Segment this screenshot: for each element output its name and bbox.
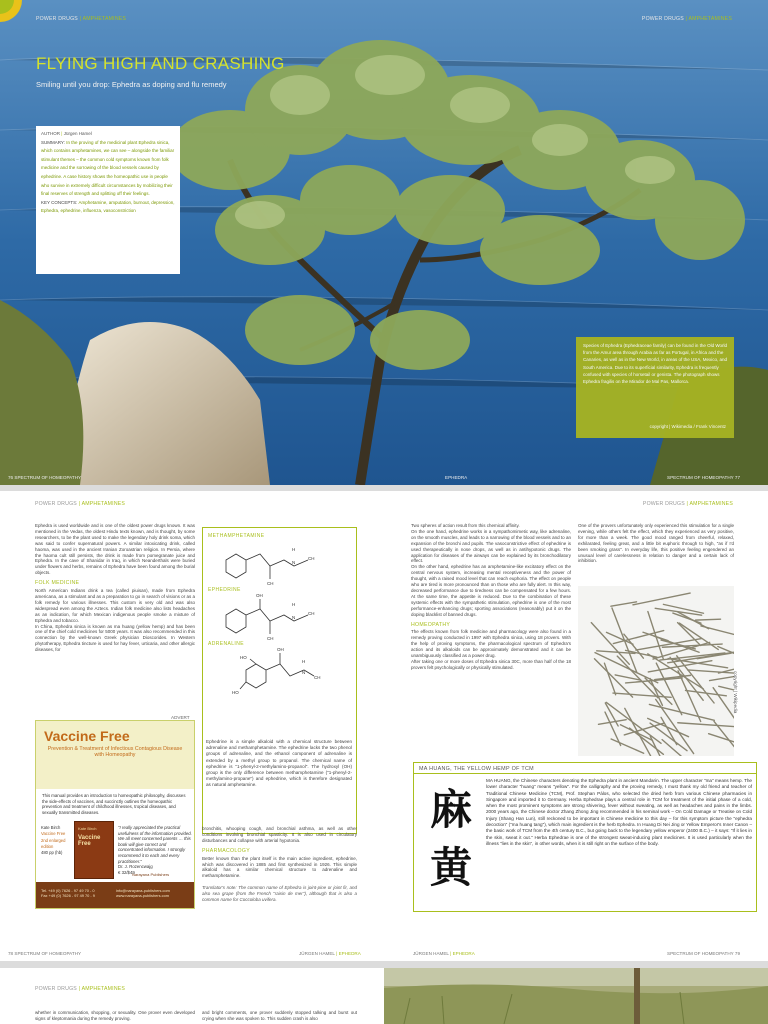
column-2 — [202, 826, 357, 903]
column-4 — [578, 523, 734, 564]
footer-center-left: JÜRGEN HAMEL | EPHEDRA — [299, 951, 361, 956]
running-head-left: POWER DRUGS | AMPHETAMINES — [35, 501, 126, 507]
chemistry-text: Ephedrine is a simple alkaloid with a chemical structure between adrenaline and methamphetamine. The ephedrine lacks the two phenol groups of adrenaline, and the ethanol component of adrenaline is extended by a methyl group to propanol. The chemical name of ephedrine is "1-phenyl-2-methylamino-propanol". The hydroxyl (OH) group is the only difference between methamphetamine ("1-phenyl-2-methylamino-propane") and ephedrine, which is therefore designated as natural amphetamine. — [206, 739, 352, 788]
label-h: H — [292, 602, 296, 607]
book-cover[interactable] — [74, 821, 114, 879]
book-author: Kate Birch — [41, 825, 61, 830]
footer-center-right: JÜRGEN HAMEL | EPHEDRA — [413, 951, 475, 956]
paragraph: After taking one or more doses of Ephedra sinica 30C, more than half of the 18 provers felt psychologically or physically stimulated. — [411, 658, 571, 670]
summary-box — [36, 126, 180, 274]
label-ch3: CH — [267, 581, 274, 586]
paragraph: In China, Ephedra sinica is known as ma huang (yellow hemp) and has been one of the chief cold medicines for 5000 years. It was also recommended in this connection by the well-known Greek physician Dioscorides. In Western phytotherapy, Ephedra tincture is used for hay fever, urticaria, and other allergic diseases, for — [35, 623, 195, 653]
advert-subtitle: Prevention & Treatment of Infectious Contagious Disease with Homeopathy — [47, 746, 183, 758]
caption-credit: copyright | Wikimedia / Frank Vincentz — [649, 423, 726, 429]
tcm-text: MA HUANG, the Chinese characters denoting the Ephedra plant in ancient Mandarin. The upper character "ma" means hemp. The lower character "huang" means "yellow". For the calligraphy and the proving remedy, I must thank my old friend and teacher of Traditional Chinese Medicine (TCM), Prof. Stephan Pálos, who selected the dried herb from various Chinese pharmacies in Singapore and imported it to Germany. Herba Ephedrae plays a central role in TCM for treatment of the initial phase of a cold, when the most prominent symptoms are strong shivering, fever without sweating, as well as headaches and pains in the limbs. 2000 years ago, the Chinese doctor Zhang Zhong Jing recommended in his seminal work – On Cold Damage or Treatise on Cold Injury (Shang Han Lun), still reckoned to be important in Chinese medicine to this day – for this symptom picture the "ephedra decoction" ("ma huang tang"), which main ingredient is the herb Ephedra. In Huang Di Nei Jing or Yellow Emperor's Inner Canon – the basic work of TCM from the 4th century B.C., but going back to the legendary yellow emperor (2400 B.C.) – it says: "If it lies in the skin, sweat it out." Herba Ephedrae is one of the strongest sweat-inducing plant medicines. It is used particularly when the illness "lies in the skin", in other words, when it is still right on the surface of the body. — [486, 778, 752, 846]
running-head-right: POWER DRUGS | AMPHETAMINES — [641, 16, 732, 22]
translator-note: Translator's note: The common name of Ephedra is joint-pine or joint fir, and also sea grape (from the French "raisin de mer"), although that is also a common name for Coccoloba uvifera. — [202, 885, 357, 903]
book-edition: 2nd enlarged edition — [41, 837, 66, 849]
paragraph: North American Indians drink a tea (called piuisan), made from Ephedra americana, as a stimulant and as a preparation to go in search of visions or as a folk remedy for various illnesses. This custom is very old and was also widespread even among the Aztecs. Indian folk medicine also lists headaches as an indication, for which Mexican indigenous people smoke a mixture of Ephedra and tobacco. — [35, 588, 195, 623]
spread-pages-78-79 — [0, 491, 768, 961]
paragraph: Two spheres of action result from this chemical affinity. — [411, 523, 520, 528]
quote-text: "I really appreciated the practical usefulness of the information provided. We all meet concerned parents … this book will give correct and concentrated information. I strongly recommend it to each and every practitioner." — [118, 825, 192, 864]
subheading-folk-medicine: FOLK MEDICINE — [35, 580, 80, 587]
character-ma: 麻 — [429, 785, 472, 834]
label-ephedrine: EPHEDRINE — [208, 587, 241, 593]
label-ch3: CH — [308, 556, 315, 561]
running-head-right: POWER DRUGS | AMPHETAMINES — [642, 501, 733, 507]
footer-center: EPHEDRA — [445, 475, 468, 480]
article-title: FLYING HIGH AND CRASHING — [36, 54, 285, 73]
cover-author: Kate Birch — [78, 826, 97, 831]
label-h: H — [302, 659, 306, 664]
landscape-photo — [384, 968, 768, 1024]
label-n: N — [292, 615, 296, 620]
label-oh: OH — [256, 593, 263, 598]
label-n: N — [292, 560, 296, 565]
label-n: N — [302, 670, 306, 675]
spread-pages-80-81 — [0, 968, 768, 1024]
book-pages: 480 pp (hb) — [41, 850, 63, 856]
book-price: € 32/$49 — [118, 869, 135, 875]
running-head-left: POWER DRUGS | AMPHETAMINES — [36, 16, 127, 22]
paragraph: Better known than the plant itself is the main active ingredient, ephedrine, which was discovered in 1885 and first synthesized in 1926. This simple alkaloid has a similar chemical structure to adrenaline and methamphetamine. — [202, 855, 357, 879]
key-concepts: KEY CONCEPTS: Amphetamine, amputation, burnout, depression, Ephedra, ephedrine, influenza, vasoconstriction — [41, 199, 175, 214]
footer-right: SPECTRUM OF HOMEOPATHY 77 — [667, 475, 740, 480]
column-2: and bright comments, one prover suddenly stopped talking and burst out crying when she was spoken to. This sudden crash is also — [202, 1010, 357, 1021]
label-oh: OH — [277, 647, 284, 652]
dried-ephedra-photo — [578, 586, 734, 756]
label-adrenaline: ADRENALINE — [208, 641, 244, 647]
advert-label: ADVERT — [171, 715, 190, 720]
subheading-pharmacology: PHARMACOLOGY — [202, 847, 250, 854]
label-ch3: CH — [267, 636, 274, 641]
column-3 — [411, 523, 571, 671]
photo-caption — [576, 337, 734, 438]
paragraph: bronchitis, whooping cough, and bronchial asthma, as well as other conditions involving bronchial spasticity. It is also used in circulatory disturbances and collapse with arterial hypotonia. — [202, 826, 357, 843]
character-huang: 黄 — [429, 843, 472, 892]
article-subtitle: Smiling until you drop: Ephedra as doping and flu remedy — [36, 80, 227, 89]
molecule-structures — [210, 539, 350, 714]
paragraph: Ephedra is used worldwide and is one of the oldest power drugs known. It was mentioned in the Vedas, the oldest Hindu texts known, and is thought, by some researchers, to be the plant used to make the legendary holy drink soma, which was said to confer supernatural powers. A similar intoxicating drink, called haoma, was used in the ancient Iranian Zoroastrian religion. In Persia, where the haoma cult still persists, the drink is made from pomegranate juice and Ephedra. In the cave of Shanidar in Iraq, in which Neanderthals were buried under flowers and herbs, remains of Ephedra have been found among the burial objects. — [35, 523, 195, 576]
cover-title: Vaccine Free — [78, 835, 101, 847]
summary-text: SUMMARY: In the proving of the medicinal plant Ephedra sinica, which contains amphetamines, we can see – alongside the familiar stimulant themes – the common cold symptoms known from folk medicine and the sorrowing of the blood vessels caused by ephedrine. A case history shows the homeopathic use in people who survive in extremely difficult circumstances by mobilizing their final reserves of strength and splitting off their feelings. — [41, 139, 175, 197]
footer-left: 78 SPECTRUM OF HOMEOPATHY — [8, 951, 82, 956]
spread-pages-76-77 — [0, 0, 768, 485]
advert-title: Vaccine Free — [44, 728, 130, 744]
author-line: AUTHOR | Jürgen Hamel — [41, 131, 92, 136]
advert-quote — [118, 825, 192, 875]
contact-phone: Tel. +49 (0) 7626 - 97 49 70 - 0 Fax +49 (0) 7626 - 97 49 70 - 9 — [41, 888, 95, 899]
vaccine-free-advert[interactable] — [35, 720, 195, 909]
advert-book-info — [41, 825, 71, 856]
advert-description: This manual provides an introduction to homeopathic philosophy, discusses the side-effects of vaccines, and succinctly outlines the homeopathic prevention and treatment of childhood illnesses, tropical diseases, and sexually transmitted diseases. — [42, 793, 186, 815]
paragraph: The effects known from folk medicine and pharmacology were also found in a remedy proving conducted in 1997 with Ephedra sinica, using 18 provers. With the help of proving symptoms, the pharmacological spectrum of Ephedra's action and its alkaloids can be approximately demonstrated and it can be unambiguously classified as a power drug. — [411, 629, 571, 659]
label-methamphetamine: METHAMPHETAMINE — [208, 533, 265, 539]
quote-author: Dr. J. Rozencwajg — [118, 864, 153, 870]
label-ch3: CH — [308, 611, 315, 616]
footer-left: 76 SPECTRUM OF HOMEOPATHY — [8, 475, 82, 480]
label-ho: HO — [232, 690, 239, 695]
paragraph: On the one hand, ephedrine works in a sympathomimetic way, like adrenaline, on the smooth muscles, and leads to a narrowing of the blood vessels and to an expansion of the bronchi and pupils. The vasoconstrictive effect of ephedrine is used therapeutically in nose drops, as well as in antihypotonic drugs. The application for diseases of the airways can be explained by its bronchodilatory effect. — [411, 528, 571, 564]
column-1: whether in communication, shopping, or sexuality. One prover even developed signs of kleptomania during the remedy proving. — [35, 1010, 195, 1021]
footer-right: SPECTRUM OF HOMEOPATHY 79 — [667, 951, 740, 956]
tcm-heading: MA HUANG, THE YELLOW HEMP OF TCM — [414, 763, 756, 774]
book-title: Vaccine Free — [41, 831, 66, 837]
paragraph: On the other hand, ephedrine has an amphetamine-like excitatory effect on the central nervous system, increasing mental receptiveness and the power of thought, with a raised mood level that can reach euphoria. The effect on people who are tired is more pronounced than on those who are fully alert. In this way, decreased performance due to tiredness can be compensated for a few hours. At the same time, the appetite is reduced. Due to the combination of these systemic effects with the sympathetic stimulation, ephedrine is one of the most performance-enhancing drugs; sporting associations (reasonably) put it on the doping blacklist of banned drugs. — [411, 564, 571, 617]
subheading-homeopathy: HOMEOPATHY — [411, 621, 451, 628]
publisher-name: Narayana Publishers — [132, 872, 170, 877]
calligraphy-characters — [420, 781, 482, 901]
tcm-box — [413, 762, 757, 912]
column-1 — [35, 523, 195, 653]
advert-header — [36, 721, 194, 789]
label-ho: HO — [240, 655, 247, 660]
contact-web[interactable]: info@narayana-publishers.com www.narayana-publishers.com — [116, 888, 170, 899]
running-head-left: POWER DRUGS | AMPHETAMINES — [35, 986, 126, 992]
caption-text: Species of Ephedra (Ephedraceae family) can be found in the Old World from the Amur area through Arabia as far as Portugal, in Africa and the Canaries, as well as in the New World, in areas of the USA, Mexico, and South America. Due to its superficial similarity, Ephedra is frequently confused with species of horsetail or genista. The photograph shows Ephedra fragilis on the Mirador de Mal Pas, Mallorca. — [583, 343, 727, 385]
paragraph: One of the provers unfortunately only experienced this stimulation for a single evening, while others felt the effect, which they experienced as very positive, for more than a week. The good mood ranged from cheerful, relaxed, exhilarated, feeling great, and a little bit euphoric through to high, "as if I'd been smoking grass". In everyday life, this positive feeling engendered an unusual level of carelessness in relation to danger and a certain lack of inhibition. — [578, 523, 734, 564]
label-ch3: CH — [314, 675, 321, 680]
label-h: H — [292, 547, 296, 552]
photo-credit: copyright | Wikipedia — [733, 671, 738, 714]
herb-stem — [696, 619, 721, 620]
